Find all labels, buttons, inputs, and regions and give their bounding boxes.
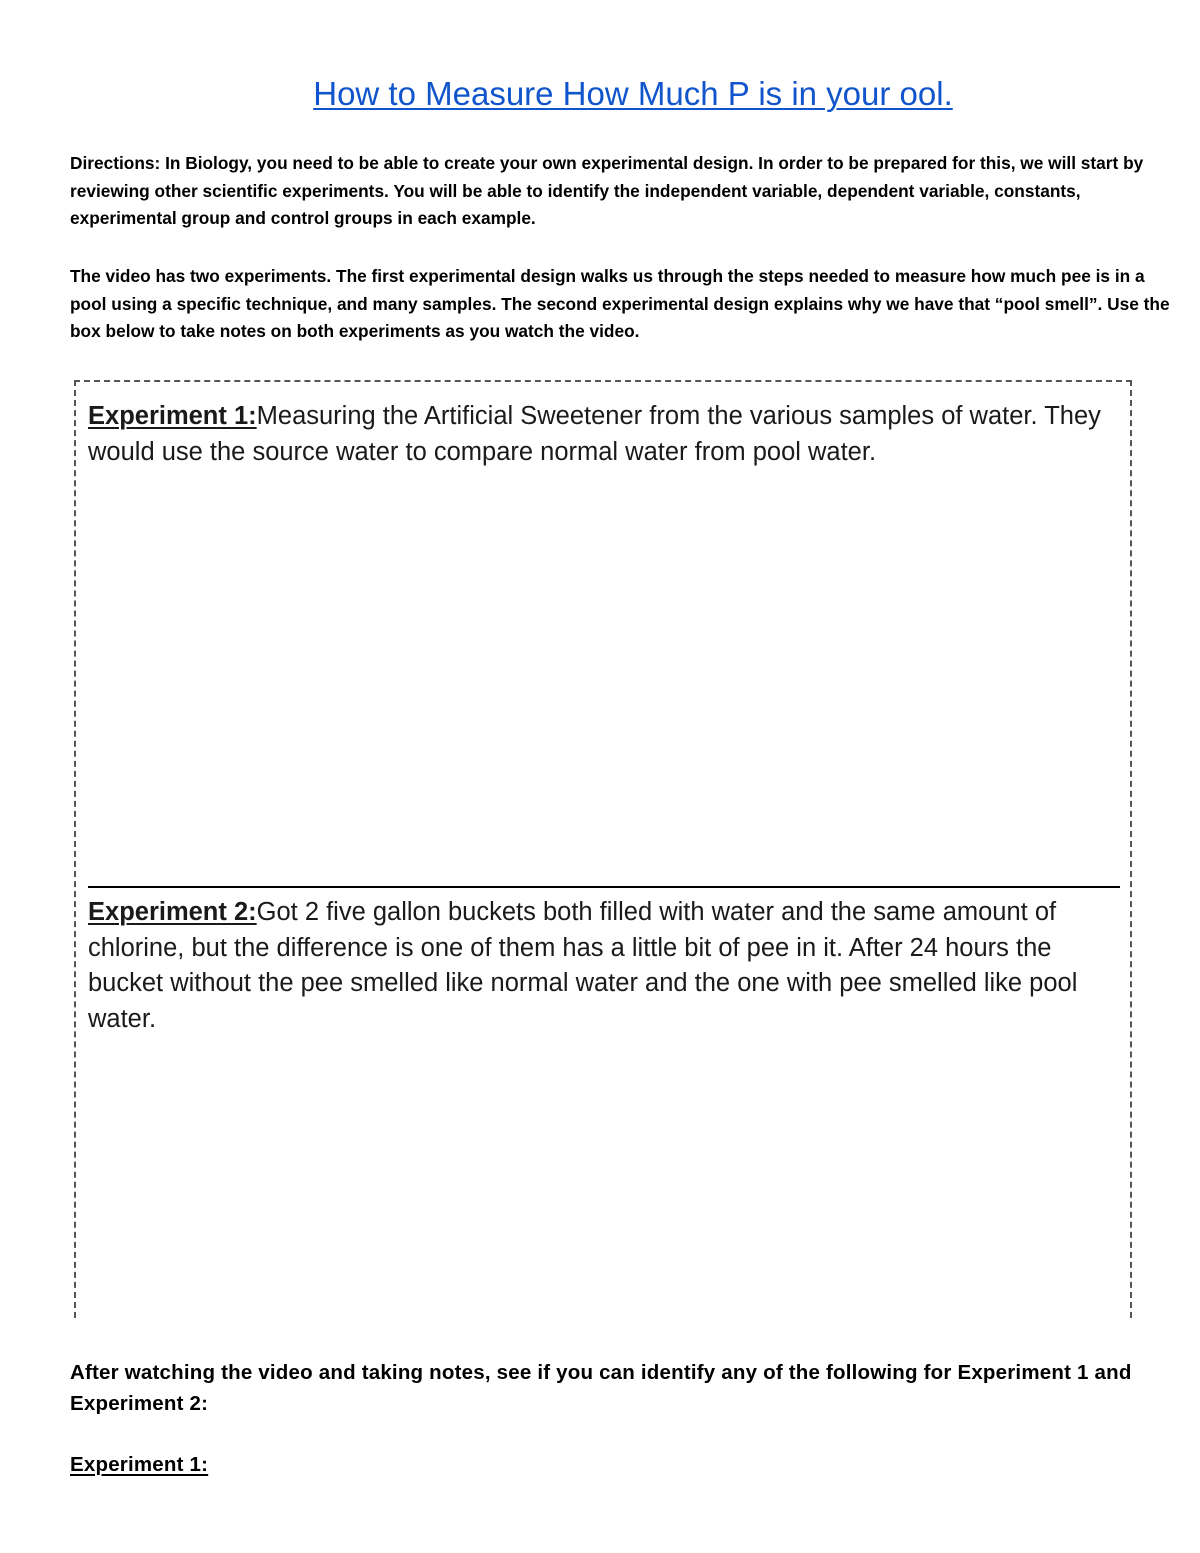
- notes-divider: [88, 886, 1120, 888]
- experiment-2-label: Experiment 2:: [88, 898, 257, 926]
- page-title[interactable]: How to Measure How Much P is in your ool.: [313, 75, 953, 112]
- experiment-1-heading: Experiment 1:: [70, 1453, 209, 1476]
- directions-paragraph: Directions: In Biology, you need to be able to create your own experimental design. In order to be prepared for this, we will start by reviewing other scientific experiments. You will be able to identify the independent variable, dependent variable, constants, experimental group and control groups in each example.: [70, 153, 1144, 229]
- after-video-instructions: After watching the video and taking notes, see if you can identify any of the following for Experiment 1 and Experiment 2:: [70, 1361, 1132, 1415]
- video-intro-paragraph: The video has two experiments. The first experimental design walks us through the steps needed to measure how much pee is in a pool using a specific technique, and many samples. The second experimental design explains why we have that “pool smell”. Use the box below to take notes on both experiments as you watch the video.: [70, 266, 1170, 342]
- experiment-1-label: Experiment 1:: [88, 402, 257, 430]
- experiment-1-notes[interactable]: [88, 399, 1118, 470]
- experiment-1-text: Measuring the Artificial Sweetener from the various samples of water. They would use the source water to compare normal water from pool water.: [88, 402, 1101, 466]
- experiment-2-notes[interactable]: [88, 895, 1118, 1037]
- experiment-2-text: Got 2 five gallon buckets both filled with water and the same amount of chlorine, but the difference is one of them has a little bit of pee in it. After 24 hours the bucket without the pee smelled like normal water and the one with pee smelled like pool water.: [88, 898, 1078, 1033]
- notes-box[interactable]: [74, 380, 1132, 1318]
